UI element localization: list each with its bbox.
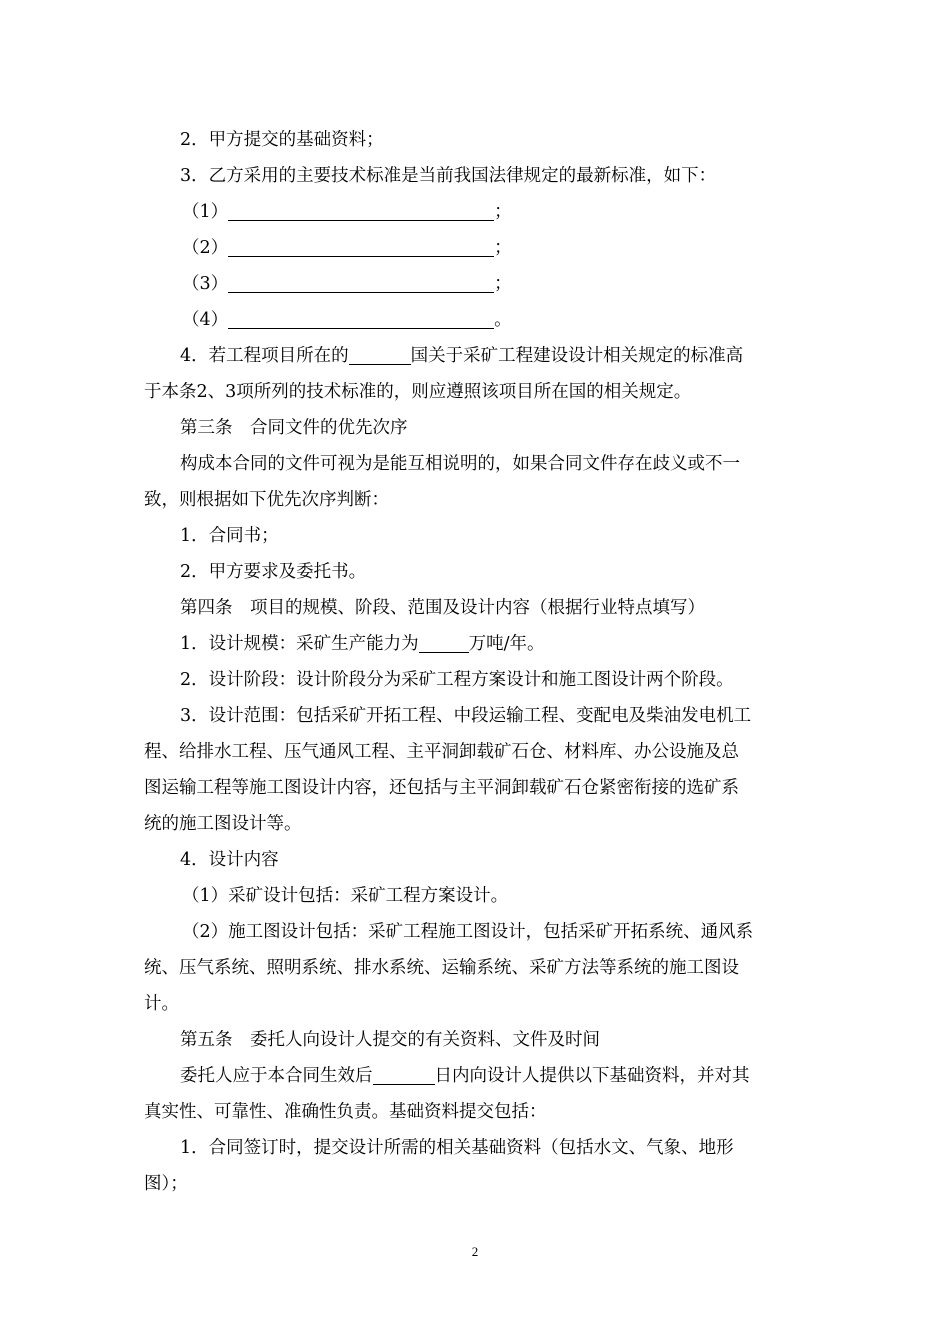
- text-segment: 万吨/年。: [468, 634, 545, 654]
- text-line: 1．合同书；: [180, 526, 279, 546]
- fill-blank[interactable]: [373, 1064, 435, 1085]
- item-label: （4）: [182, 310, 229, 330]
- text-line: 于本条2、3项所列的技术标准的，则应遵照该项目所在国的相关规定。: [144, 382, 692, 402]
- text-line: 图）；: [144, 1174, 188, 1194]
- text-line: [144, 626, 806, 662]
- page-number: 2: [471, 1244, 479, 1259]
- text-line: 2．设计阶段：设计阶段分为采矿工程方案设计和施工图设计两个阶段。: [180, 670, 734, 690]
- item-punct: ；: [494, 274, 512, 294]
- text-line: 图运输工程等施工图设计内容，还包括与主平洞卸载矿石仓紧密衔接的选矿系: [144, 778, 739, 798]
- fill-blank[interactable]: [228, 308, 494, 329]
- standard-item-2: [144, 230, 806, 266]
- text-line: 致，则根据如下优先次序判断：: [144, 490, 389, 510]
- text-line: 统的施工图设计等。: [144, 814, 302, 834]
- text-line: 计。: [144, 994, 179, 1014]
- document-body: [144, 122, 806, 1202]
- text-line: 2．甲方要求及委托书。: [180, 562, 367, 582]
- text-line: 构成本合同的文件可视为是能互相说明的，如果合同文件存在歧义或不一: [180, 454, 740, 474]
- standard-item-1: [144, 194, 806, 230]
- item-punct: 。: [494, 310, 512, 330]
- text-segment: 1．设计规模：采矿生产能力为: [180, 634, 419, 654]
- fill-blank[interactable]: [349, 344, 411, 365]
- text-line: 3．乙方采用的主要技术标准是当前我国法律规定的最新标准，如下：: [180, 166, 717, 186]
- text-segment: 日内向设计人提供以下基础资料，并对其: [434, 1066, 750, 1086]
- text-segment: 4．若工程项目所在的: [180, 346, 349, 366]
- standard-item-4: [144, 302, 806, 338]
- text-line: 2．甲方提交的基础资料；: [180, 130, 384, 150]
- section-heading: 第五条 委托人向设计人提交的有关资料、文件及时间: [180, 1030, 600, 1050]
- text-line: 4．设计内容: [180, 850, 279, 870]
- item-label: （2）: [182, 238, 229, 258]
- standard-item-3: [144, 266, 806, 302]
- text-line: [144, 1058, 806, 1094]
- text-line: [144, 338, 806, 374]
- item-label: （3）: [182, 274, 229, 294]
- fill-blank[interactable]: [419, 632, 469, 653]
- fill-blank[interactable]: [228, 236, 494, 257]
- fill-blank[interactable]: [228, 272, 494, 293]
- text-line: 3．设计范围：包括采矿开拓工程、中段运输工程、变配电及柴油发电机工: [180, 706, 752, 726]
- text-line: 程、给排水工程、压气通风工程、主平洞卸载矿石仓、材料库、办公设施及总: [144, 742, 739, 762]
- item-label: （1）: [182, 202, 229, 222]
- item-punct: ；: [494, 238, 512, 258]
- fill-blank[interactable]: [228, 200, 494, 221]
- text-line: 真实性、可靠性、准确性负责。基础资料提交包括：: [144, 1102, 547, 1122]
- text-segment: 委托人应于本合同生效后: [180, 1066, 373, 1086]
- text-line: 统、压气系统、照明系统、排水系统、运输系统、采矿方法等系统的施工图设: [144, 958, 739, 978]
- text-line: （2）施工图设计包括：采矿工程施工图设计，包括采矿开拓系统、通风系: [182, 922, 754, 942]
- section-heading: 第四条 项目的规模、阶段、范围及设计内容（根据行业特点填写）: [180, 598, 705, 618]
- text-line: 1．合同签订时，提交设计所需的相关基础资料（包括水文、气象、地形: [180, 1138, 734, 1158]
- item-punct: ；: [494, 202, 512, 222]
- text-line: （1）采矿设计包括：采矿工程方案设计。: [182, 886, 509, 906]
- section-heading: 第三条 合同文件的优先次序: [180, 418, 408, 438]
- text-segment: 国关于采矿工程建设设计相关规定的标准高: [410, 346, 744, 366]
